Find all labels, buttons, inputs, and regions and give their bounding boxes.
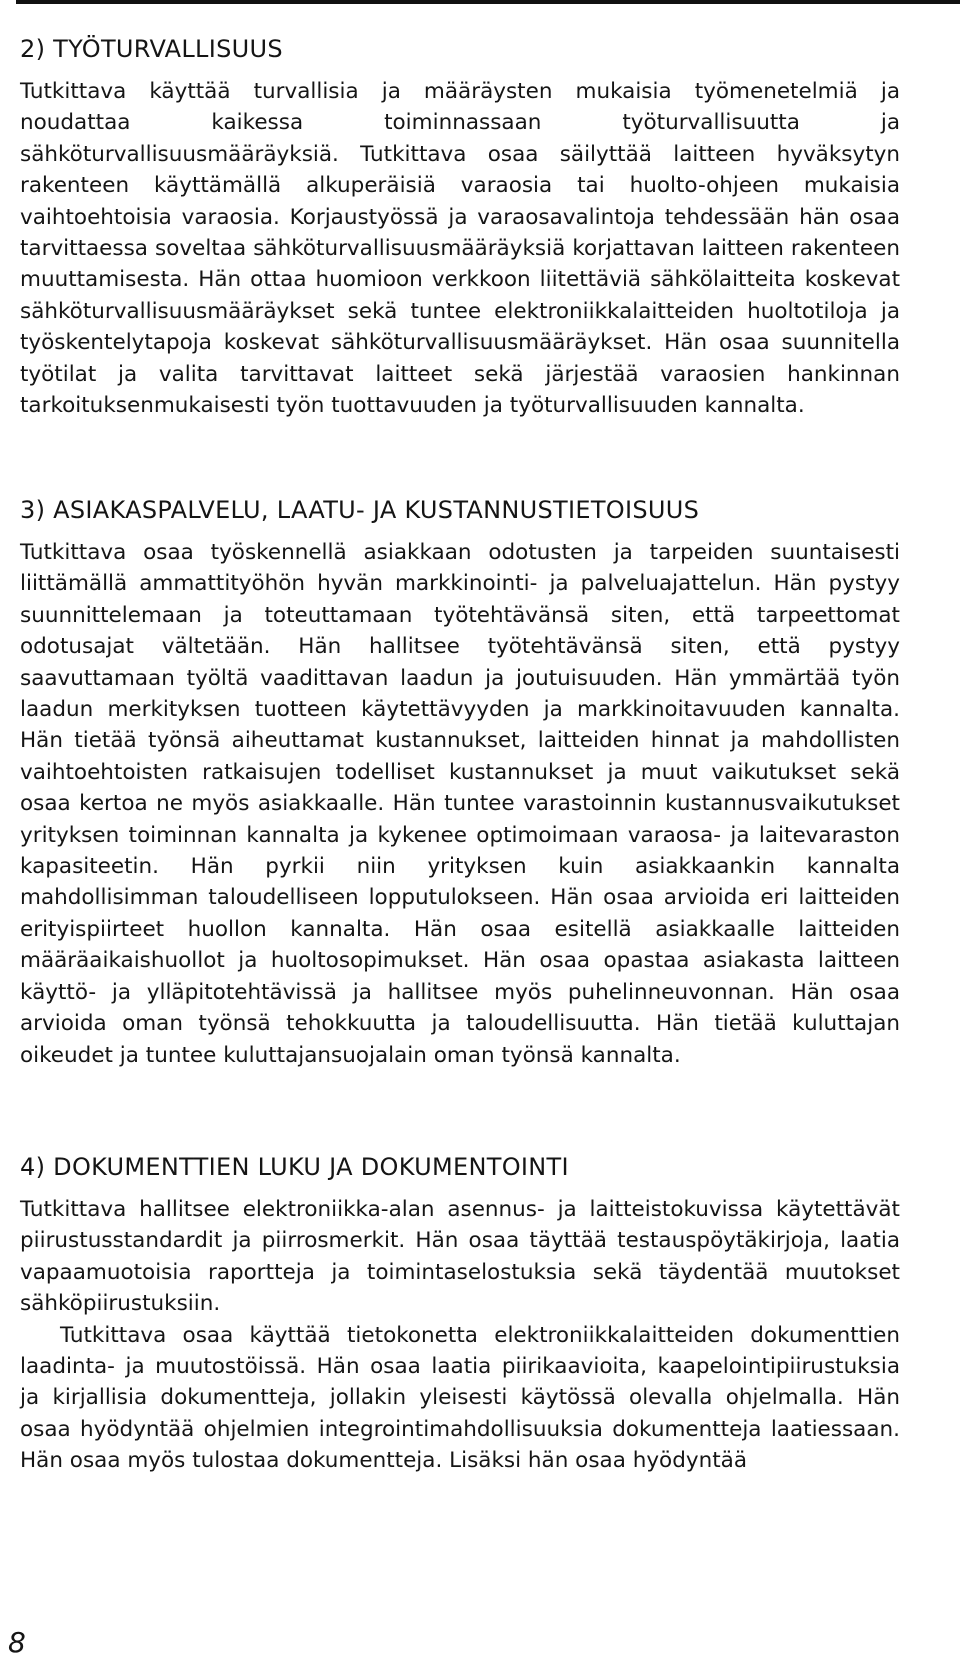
section-heading: 4) DOKUMENTTIEN LUKU JA DOKUMENTOINTI bbox=[20, 1153, 569, 1181]
section-customer-service bbox=[20, 495, 900, 1071]
section-heading: 3) ASIAKASPALVELU, LAATU- JA KUSTANNUSTIETOISUUS bbox=[20, 496, 700, 524]
page-number: 8 bbox=[8, 1626, 26, 1659]
section-paragraph: Tutkittava hallitsee elektroniikka-alan asennus- ja laitteistokuvissa käytettävät piirustusstandardit ja piirrosmerkit. Hän osaa täyttää testauspöytäkirjoja, laatia vapaamuotoisia raportteja ja toimintaselostuksia sekä täydentää muutokset sähköpiirustuksiin. bbox=[20, 1197, 900, 1317]
section-documentation bbox=[20, 1152, 900, 1477]
top-rule bbox=[16, 0, 960, 4]
section-paragraph: Tutkittava osaa työskennellä asiakkaan odotusten ja tarpeiden suuntaisesti liittämällä ammattityöhön hyvän markkinointi- ja palveluajattelun. Hän pystyy suunnittelemaan ja toteuttamaan työtehtävänsä siten, että tarpeettomat odotusajat vältetään. Hän hallitsee työtehtävänsä siten, että pystyy saavuttamaan työltä vaadittavan laadun ja joutuisuuden. Hän ymmärtää työn laadun merkityksen tuotteen käytettävyyden ja markkinoitavuuden kannalta. Hän tietää työnsä aiheuttamat kustannukset, laitteiden hinnat ja mahdollisten vaihtoehtoisten ratkaisujen todelliset kustannukset ja muut vaikutukset sekä osaa kertoa ne myös asiakkaalle. Hän tuntee varastoinnin kustannusvaikutukset yrityksen toiminnan kannalta ja kykenee optimoimaan varaosa- ja laitevaraston kapasiteetin. Hän pyrkii niin yrityksen kuin asiakkaankin kannalta mahdollisimman taloudelliseen lopputulokseen. Hän osaa arvioida eri laitteiden erityispiirteet huollon kannalta. Hän osaa esitellä asiakkaalle laitteiden määräaikaishuollot ja huoltosopimukset. Hän osaa opastaa asiakasta laitteen käyttö- ja ylläpitotehtävissä ja hallitsee myös puhelinneuvonnan. Hän osaa arvioida oman työnsä tehokkuutta ja taloudellisuutta. Hän tietää kuluttajan oikeudet ja tuntee kuluttajansuojalain oman työnsä kannalta. bbox=[20, 540, 900, 1068]
section-heading: 2) TYÖTURVALLISUUS bbox=[20, 35, 283, 63]
section-paragraph: Tutkittava osaa käyttää tietokonetta elektroniikkalaitteiden dokumenttien laadinta- ja muutostöissä. Hän osaa laatia piirikaavioita, kaapelointipiirustuksia ja kirjallisia dokumentteja, jollakin yleisesti käytössä olevalla ohjelmalla. Hän osaa hyödyntää ohjelmien integrointimahdollisuuksia dokumentteja laatiessaan. Hän osaa myös tulostaa dokumentteja. Lisäksi hän osaa hyödyntää bbox=[20, 1322, 900, 1474]
section-occupational-safety bbox=[20, 34, 900, 421]
section-paragraph: Tutkittava käyttää turvallisia ja määräysten mukaisia työmenetelmiä ja noudattaa kaikessa toiminnassaan työturvallisuutta ja sähköturvallisuusmääräyksiä. Tutkittava osaa säilyttää laitteen hyväksytyn rakenteen käyttämällä alkuperäisiä varaosia tai huolto-ohjeen mukaisia vaihtoehtoisia varaosia. Korjaustyössä ja varaosavalintoja tehdessään hän osaa tarvittaessa soveltaa sähköturvallisuusmääräyksiä korjattavan laitteen rakenteen muuttamisesta. Hän ottaa huomioon verkkoon liitettäviä sähkölaitteita koskevat sähköturvallisuusmääräykset sekä tuntee elektroniikkalaitteiden huoltotiloja ja työskentelytapoja koskevat sähköturvallisuusmääräykset. Hän osaa suunnitella työtilat ja valita tarvittavat laitteet sekä järjestää varaosien hankinnan tarkoituksenmukaisesti työn tuottavuuden ja työturvallisuuden kannalta. bbox=[20, 79, 900, 419]
